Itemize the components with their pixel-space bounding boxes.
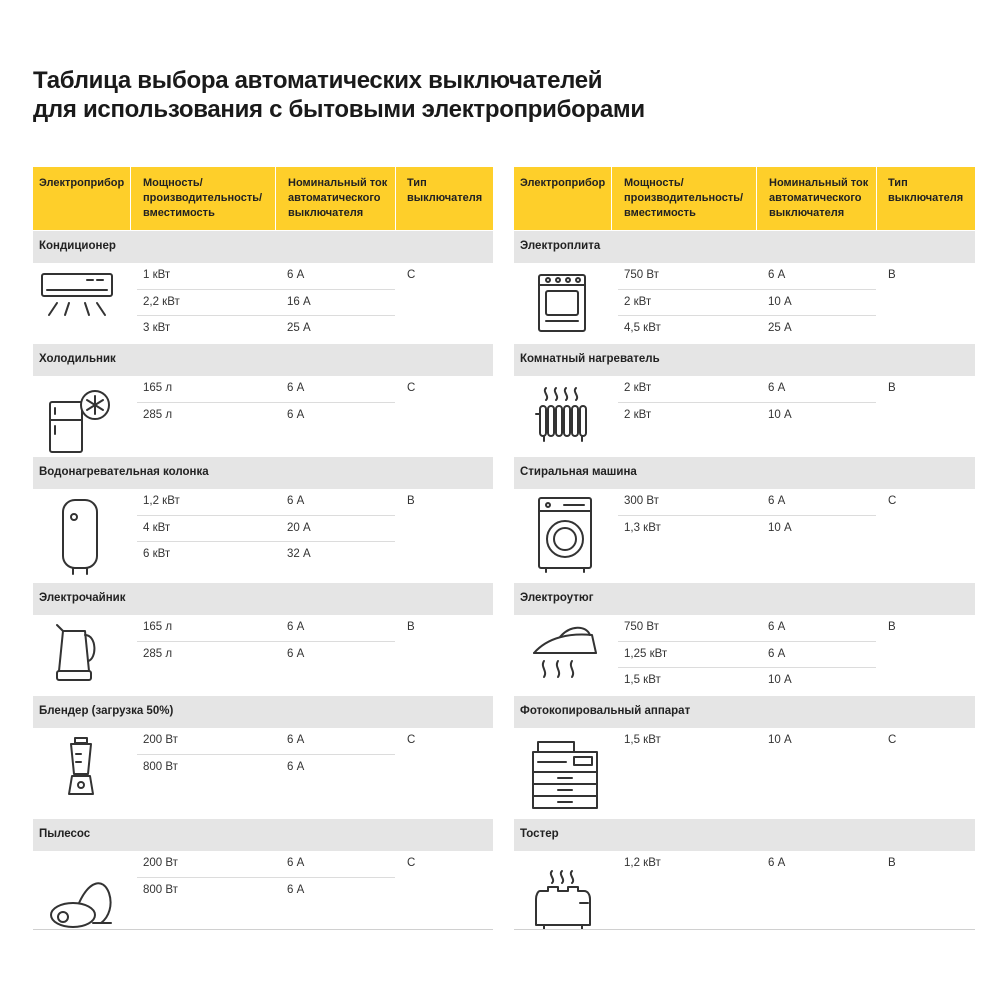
table-row — [618, 728, 876, 755]
header-divider — [611, 167, 612, 230]
appliance-name: Тостер — [520, 828, 559, 840]
header-power-line: вместимость — [143, 207, 215, 219]
header-divider — [876, 167, 877, 230]
current-value: 6 А — [768, 857, 786, 869]
table-row — [618, 489, 876, 516]
appliance-name-row — [33, 696, 493, 728]
appliance-name: Комнатный нагреватель — [520, 353, 660, 365]
air-conditioner-icon — [39, 271, 119, 321]
table-row — [137, 263, 395, 290]
header-type-line: Тип — [888, 177, 908, 189]
appliance-name-row — [33, 344, 493, 376]
appliance-name-row — [514, 457, 975, 489]
appliance-name-row — [514, 583, 975, 615]
header-type-line: выключателя — [888, 192, 964, 204]
header-appliance — [39, 176, 124, 191]
breaker-type: C — [407, 734, 416, 746]
header-appliance-line: Электроприбор — [520, 177, 606, 189]
power-value: 2 кВт — [624, 382, 652, 394]
radiator-heater-icon — [532, 384, 596, 444]
left-table-header — [33, 167, 493, 230]
right-table-header — [514, 167, 975, 230]
spec-rows — [618, 376, 876, 429]
spec-rows — [618, 615, 876, 695]
kettle-icon — [53, 621, 103, 685]
breaker-type: B — [888, 269, 896, 281]
header-current-line: автоматического — [769, 192, 862, 204]
power-value: 1,25 кВт — [624, 647, 668, 660]
header-current-line: Номинальный ток — [769, 177, 869, 189]
appliance-name: Фотокопировальный аппарат — [520, 705, 691, 717]
header-type-line: выключателя — [407, 192, 483, 204]
title-line-1: Таблица выбора автоматических выключателей — [33, 67, 603, 94]
table-row — [137, 290, 395, 317]
appliance-name: Электроплита — [520, 240, 601, 252]
breaker-type: C — [407, 269, 416, 281]
header-divider — [756, 167, 757, 230]
power-value: 1,5 кВт — [624, 734, 661, 746]
appliance-name-row — [33, 583, 493, 615]
appliance-name-row — [514, 231, 975, 263]
header-current-line: выключателя — [288, 207, 364, 219]
table-row — [137, 516, 395, 543]
header-appliance-line: Электроприбор — [39, 177, 125, 189]
spec-rows — [618, 851, 876, 878]
current-value: 16 А — [287, 295, 311, 308]
current-value: 10 А — [768, 674, 792, 686]
current-value: 6 А — [768, 621, 786, 633]
table-row — [618, 316, 876, 343]
appliance-name-row — [33, 231, 493, 263]
power-value: 1 кВт — [143, 269, 171, 281]
power-value: 4,5 кВт — [624, 322, 661, 334]
current-value: 6 А — [287, 647, 305, 660]
header-current-line: выключателя — [769, 207, 845, 219]
power-value: 1,2 кВт — [143, 495, 180, 507]
appliance-name-row — [514, 344, 975, 376]
header-divider — [130, 167, 131, 230]
power-value: 6 кВт — [143, 548, 171, 560]
header-type-line: Тип — [407, 177, 427, 189]
power-value: 3 кВт — [143, 322, 171, 334]
power-value: 285 л — [143, 408, 173, 421]
table-row — [618, 615, 876, 642]
power-value: 285 л — [143, 647, 173, 660]
header-current — [769, 176, 868, 221]
header-current-line: автоматического — [288, 192, 381, 204]
current-value: 25 А — [768, 322, 792, 334]
current-value: 6 А — [768, 647, 786, 660]
table-row — [137, 403, 395, 430]
left-table — [33, 167, 493, 896]
breaker-type: B — [407, 495, 415, 507]
spec-rows — [137, 851, 395, 904]
appliance-name: Электроутюг — [520, 592, 594, 604]
page-title — [33, 66, 933, 124]
header-power-line: производительность/ — [624, 192, 744, 204]
header-type — [888, 176, 963, 206]
table-row — [618, 642, 876, 669]
header-divider — [395, 167, 396, 230]
power-value: 800 Вт — [143, 883, 178, 896]
table-row — [618, 290, 876, 317]
right-table — [514, 167, 975, 869]
appliance-name-row — [33, 819, 493, 851]
iron-icon — [530, 623, 600, 683]
current-value: 6 А — [287, 382, 305, 394]
spec-rows — [137, 376, 395, 429]
breaker-type: C — [407, 382, 416, 394]
current-value: 6 А — [287, 621, 305, 633]
spec-rows — [618, 263, 876, 343]
current-value: 6 А — [287, 734, 305, 746]
breaker-type: B — [888, 382, 896, 394]
appliance-name-row — [514, 696, 975, 728]
table-row — [137, 642, 395, 669]
table-row — [137, 878, 395, 905]
current-value: 6 А — [287, 269, 305, 281]
current-value: 6 А — [287, 857, 305, 869]
current-value: 6 А — [287, 760, 305, 773]
water-heater-icon — [55, 497, 105, 577]
refrigerator-icon — [47, 390, 117, 454]
current-value: 6 А — [768, 495, 786, 507]
spec-rows — [618, 728, 876, 755]
table-row — [137, 376, 395, 403]
table-row — [137, 489, 395, 516]
header-type — [407, 176, 482, 206]
current-value: 6 А — [287, 495, 305, 507]
current-value: 25 А — [287, 322, 311, 334]
power-value: 1,5 кВт — [624, 674, 661, 686]
power-value: 1,2 кВт — [624, 857, 661, 869]
header-power-line: вместимость — [624, 207, 696, 219]
header-power — [624, 176, 743, 221]
appliance-name: Кондиционер — [39, 240, 116, 252]
header-current-line: Номинальный ток — [288, 177, 388, 189]
power-value: 800 Вт — [143, 760, 178, 773]
power-value: 750 Вт — [624, 269, 659, 281]
appliance-name: Блендер (загрузка 50%) — [39, 705, 174, 717]
power-value: 300 Вт — [624, 495, 659, 507]
current-value: 32 А — [287, 548, 311, 560]
power-value: 165 л — [143, 382, 173, 394]
appliance-name: Электрочайник — [39, 592, 126, 604]
appliance-name: Пылесос — [39, 828, 91, 840]
header-power — [143, 176, 262, 221]
current-value: 10 А — [768, 734, 792, 746]
current-value: 6 А — [768, 382, 786, 394]
spec-rows — [137, 615, 395, 668]
header-power-line: Мощность/ — [624, 177, 684, 189]
header-divider — [275, 167, 276, 230]
power-value: 200 Вт — [143, 734, 178, 746]
blender-icon — [63, 736, 103, 800]
appliance-name-row — [33, 457, 493, 489]
current-value: 10 А — [768, 295, 792, 308]
table-row — [137, 316, 395, 343]
power-value: 2 кВт — [624, 408, 652, 421]
breaker-type: C — [407, 857, 416, 869]
breaker-type: B — [888, 621, 896, 633]
table-row — [618, 851, 876, 878]
stove-icon — [536, 271, 592, 335]
breaker-type: B — [407, 621, 415, 633]
toaster-icon — [532, 869, 596, 933]
current-value: 10 А — [768, 408, 792, 421]
power-value: 200 Вт — [143, 857, 178, 869]
appliance-name: Холодильник — [39, 353, 116, 365]
table-row — [618, 263, 876, 290]
power-value: 750 Вт — [624, 621, 659, 633]
power-value: 2 кВт — [624, 295, 652, 308]
header-power-line: Мощность/ — [143, 177, 203, 189]
current-value: 6 А — [287, 883, 305, 896]
spec-rows — [137, 489, 395, 569]
table-row — [137, 615, 395, 642]
table-row — [618, 516, 876, 543]
current-value: 10 А — [768, 521, 792, 534]
current-value: 20 А — [287, 521, 311, 534]
table-row — [137, 728, 395, 755]
power-value: 1,3 кВт — [624, 521, 661, 534]
current-value: 6 А — [768, 269, 786, 281]
header-appliance — [520, 176, 605, 191]
header-power-line: производительность/ — [143, 192, 263, 204]
header-current — [288, 176, 387, 221]
power-value: 165 л — [143, 621, 173, 633]
appliance-name: Водонагревательная колонка — [39, 466, 209, 478]
table-bottom-line — [33, 929, 493, 930]
current-value: 6 А — [287, 408, 305, 421]
power-value: 2,2 кВт — [143, 295, 180, 308]
spec-rows — [137, 263, 395, 343]
table-row — [618, 376, 876, 403]
table-row — [618, 668, 876, 695]
vacuum-cleaner-icon — [45, 871, 125, 931]
table-row — [137, 542, 395, 569]
appliance-name: Стиральная машина — [520, 466, 637, 478]
spec-rows — [137, 728, 395, 781]
photocopier-icon — [530, 738, 602, 812]
title-line-2: для использования с бытовыми электроприборами — [33, 96, 645, 123]
washing-machine-icon — [536, 495, 596, 575]
table-bottom-line — [514, 929, 975, 930]
appliance-name-row — [514, 819, 975, 851]
table-row — [618, 403, 876, 430]
spec-rows — [618, 489, 876, 542]
table-row — [137, 851, 395, 878]
power-value: 4 кВт — [143, 521, 171, 534]
breaker-type: B — [888, 857, 896, 869]
breaker-type: C — [888, 495, 897, 507]
breaker-type: C — [888, 734, 897, 746]
table-row — [137, 755, 395, 782]
